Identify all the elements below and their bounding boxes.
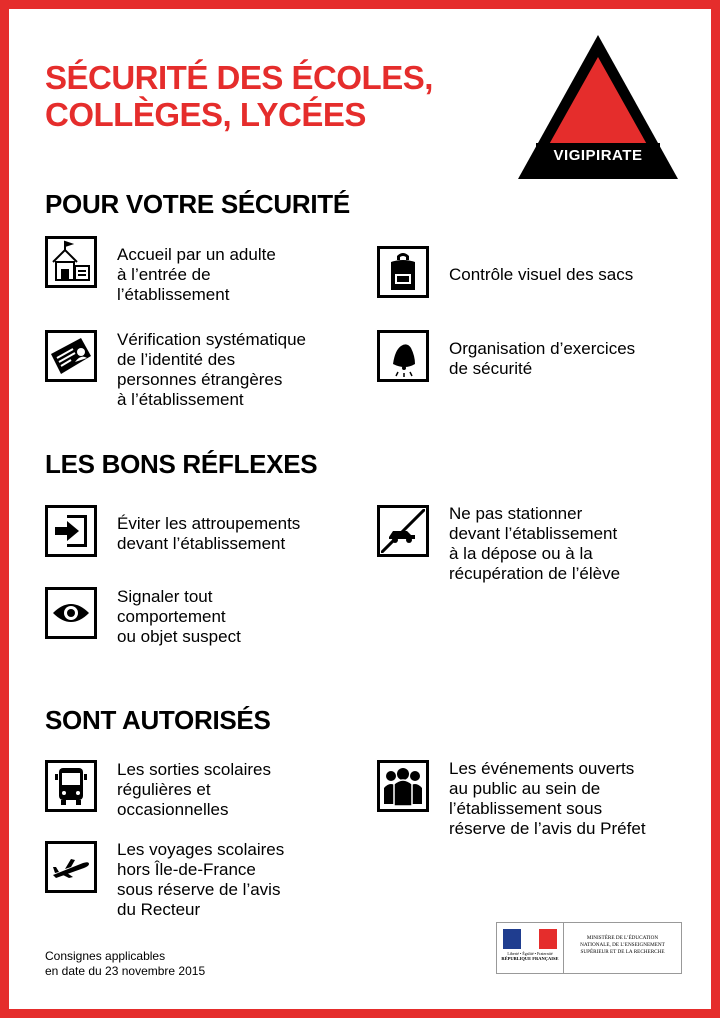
list-item — [45, 760, 365, 820]
section-title-allowed: SONT AUTORISÉS — [45, 705, 271, 735]
title-line-1: SÉCURITÉ DES ÉCOLES, — [45, 59, 433, 96]
item-text: Signaler tout comportement ou objet suspect — [117, 587, 241, 646]
eye-icon — [45, 587, 97, 639]
ministry-name: MINISTÈRE DE L’ÉDUCATION NATIONALE, DE L’ENSEIGNEMENT SUPÉRIEUR ET DE LA RECHERCHE — [580, 935, 665, 955]
crowd-icon — [377, 760, 429, 812]
logo-motto: Liberté • Égalité • Fraternité — [507, 951, 553, 956]
vigipirate-logo — [514, 31, 682, 183]
list-item — [377, 505, 697, 584]
item-text: Les sorties scolaires régulières et occasionnelles — [117, 760, 272, 819]
item-text: Organisation d’exercices de sécurité — [449, 339, 636, 378]
id-card-icon — [45, 330, 97, 382]
item-text: Ne pas stationner devant l’établissement à la dépose ou à la récupération de l’élève — [449, 504, 621, 583]
list-item — [377, 760, 697, 839]
footer-note: Consignes applicables en date du 23 novembre 2015 — [45, 949, 206, 978]
list-item — [45, 505, 365, 557]
logo-republic: RÉPUBLIQUE FRANÇAISE — [501, 956, 559, 961]
item-text: Accueil par un adulte à l’entrée de l’établissement — [117, 245, 276, 304]
exit-arrow-icon — [45, 505, 97, 557]
list-item — [377, 330, 697, 382]
section-title-reflexes: LES BONS RÉFLEXES — [45, 449, 318, 479]
school-building-icon — [45, 236, 97, 288]
list-item — [45, 330, 365, 410]
list-item — [45, 236, 345, 305]
item-text: Éviter les attroupements devant l’établissement — [117, 514, 301, 553]
bus-icon — [45, 760, 97, 812]
list-item — [45, 841, 365, 920]
item-text: Les événements ouverts au public au sein de l’établissement sous réserve de l’avis du Préfet — [449, 759, 646, 838]
page-title — [45, 59, 465, 133]
ministry-logo — [496, 922, 682, 974]
marianne-logo — [497, 923, 564, 973]
vigipirate-label: VIGIPIRATE — [553, 147, 643, 164]
item-text: Contrôle visuel des sacs — [449, 265, 634, 284]
french-flag-icon — [503, 929, 557, 949]
list-item — [45, 587, 365, 647]
alarm-bell-icon — [377, 330, 429, 382]
list-item — [377, 246, 697, 298]
item-text: Vérification systématique de l’identité des personnes étrangères à l’établissement — [117, 330, 306, 409]
airplane-icon — [45, 841, 97, 893]
section-title-security: POUR VOTRE SÉCURITÉ — [45, 189, 350, 219]
backpack-icon — [377, 246, 429, 298]
title-line-2: COLLÈGES, LYCÉES — [45, 96, 366, 133]
item-text: Les voyages scolaires hors Île-de-France sous réserve de l’avis du Recteur — [117, 840, 285, 919]
no-parking-car-icon — [377, 505, 429, 557]
